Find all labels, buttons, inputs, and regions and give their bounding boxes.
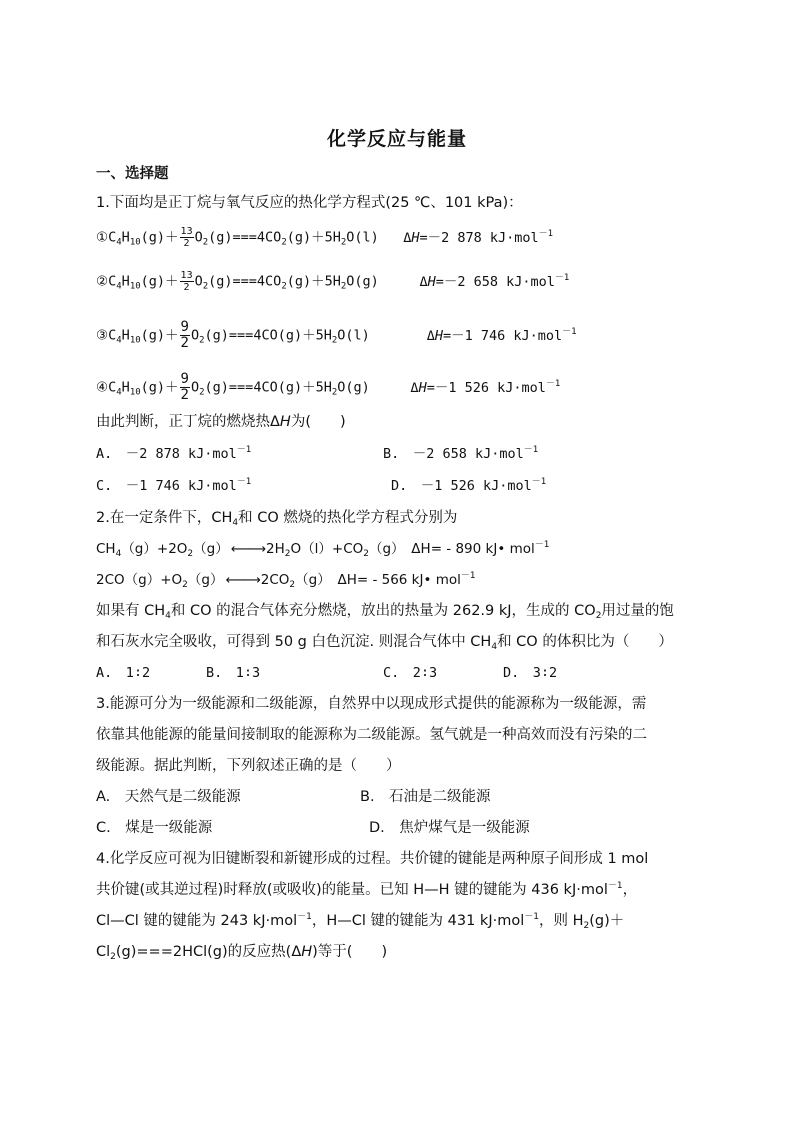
subscript: 2 (340, 281, 347, 292)
superscript: －1 (562, 326, 577, 337)
q2-option-d[interactable]: D. 3∶2 (503, 665, 558, 681)
delta-symbol: Δ (419, 273, 428, 290)
formula-part: H (121, 379, 130, 396)
stem-text: 和 CO 燃烧的热化学方程式分别为 (238, 510, 458, 526)
formula-part: O(g) (337, 379, 370, 396)
delta-symbol: Δ (403, 229, 412, 246)
subscript: 10 (129, 387, 141, 398)
q3-option-b[interactable]: B. 石油是二级能源 (360, 789, 491, 805)
q2-option-c[interactable]: C. 2∶3 (383, 665, 438, 681)
eq-mark: ④ (96, 379, 109, 396)
subscript: 10 (129, 335, 141, 346)
fraction-denominator: 2 (183, 238, 190, 249)
h-variable: H (418, 379, 427, 396)
eq-mark: ① (96, 229, 109, 246)
formula-part: （g）+2O (121, 541, 188, 557)
superscript: －1 (554, 272, 570, 283)
eq-mark: ③ (96, 327, 109, 344)
formula-part: O（l）+CO (290, 541, 364, 557)
subscript: 2 (199, 335, 205, 346)
formula-part: O(l) (337, 327, 370, 344)
subscript: 2 (331, 335, 338, 346)
subscript: 2 (199, 387, 205, 398)
subscript: 2 (281, 281, 287, 292)
q1-option-d[interactable] (391, 476, 546, 496)
fraction-numerator: 9 (180, 319, 189, 335)
formula-part: H (121, 273, 130, 290)
eq-mark: ② (96, 273, 109, 290)
option-text: B. －2 658 kJ·mol (383, 446, 524, 462)
judge-text-end: 为( ) (290, 414, 346, 430)
q1-judge (96, 412, 346, 432)
q4-line-1: 4.化学反应可视为旧键断裂和新键形成的过程。共价键的键能是两种原子间形成 1 mol (96, 851, 649, 867)
q4-line-2 (96, 880, 637, 900)
q3-option-d[interactable]: D. 焦炉煤气是一级能源 (369, 820, 530, 836)
q3-line-2: 依靠其他能源的能量间接制取的能源称为二级能源。氢气就是一种高效而没有污染的二 (96, 727, 647, 743)
delta-h (403, 230, 553, 246)
h-variable: H (411, 229, 420, 246)
subscript: 2 (595, 611, 602, 621)
subscript: 4 (116, 281, 122, 292)
superscript: －1 (531, 477, 547, 487)
superscript: －1 (524, 912, 539, 922)
subscript: 2 (289, 580, 296, 590)
fraction-denominator: 2 (183, 282, 190, 293)
superscript: －1 (607, 881, 623, 891)
body-text: Cl (96, 944, 111, 960)
body-text: ，则 H (538, 913, 584, 929)
q2-option-a[interactable]: A. 1∶2 (96, 665, 151, 681)
q1-equation-2: $②C_4H_{10}(g)+$ $\frac{13}{2}$ $O_2(g)===4CO_2(g)+5H_2O(g)$ ΔH=－2 658 kJ·mol$^{-1}$ (96, 270, 570, 293)
body-text: (g)===2HCl(g)的反应热(Δ (115, 944, 302, 960)
subscript: 2 (284, 549, 291, 559)
fraction (180, 320, 190, 351)
body-text: 和 CO 的混合气体充分燃烧，放出的热量为 262.9 kJ，生成的 CO (170, 603, 596, 619)
q2-option-b[interactable]: B. 1∶3 (206, 665, 261, 681)
body-text: (g)＋ (589, 913, 625, 929)
q2-equation-2 (96, 570, 476, 590)
formula-part: O (194, 273, 203, 290)
delta-h (419, 274, 569, 290)
formula-part: O (194, 229, 203, 246)
q2-body-line-1 (96, 601, 674, 621)
q1-equation-3: $③C_4H_{10}(g)+$ $\frac{9}{2}$ $O_2(g)===4CO(g)+5H_2O(l)$ ΔH=－1 746 kJ·mol$^{-1}$ (96, 319, 577, 351)
body-text: )等于( ) (312, 944, 388, 960)
superscript: －1 (297, 912, 312, 922)
q1-option-a[interactable] (96, 444, 251, 464)
body-text: ，H—Cl 键的键能为 431 kJ·mol (311, 913, 525, 929)
formula-part: (g)===4CO(g)＋5H (204, 379, 332, 396)
delta-h (410, 380, 560, 396)
formula-part: C (108, 379, 117, 396)
fraction (180, 226, 194, 249)
h-variable: H (427, 273, 436, 290)
body-text: 和 CO 的体积比为（ ） (497, 634, 673, 650)
option-text: D. －1 526 kJ·mol (391, 478, 532, 494)
body-text: 和石灰水完全吸收，可得到 50 g 白色沉淀. 则混合气体中 CH (96, 634, 492, 650)
stem-text: 2.在一定条件下，CH (96, 510, 233, 526)
subscript: 2 (331, 387, 338, 398)
delta-h-value: （g） ΔH= - 566 kJ• mol (295, 572, 461, 588)
q3-option-c[interactable]: C. 煤是一级能源 (96, 820, 213, 836)
body-text: Cl—Cl 键的键能为 243 kJ·mol (96, 913, 298, 929)
formula-part: H (121, 229, 130, 246)
q4-line-3 (96, 911, 624, 931)
formula-part: (g)＋5H (286, 273, 341, 290)
h-variable: H (301, 944, 313, 960)
subscript: 2 (583, 921, 590, 931)
formula-part: （g） (187, 572, 224, 588)
option-text: C. －1 746 kJ·mol (96, 478, 237, 494)
section-heading: 一、选择题 (96, 166, 169, 182)
delta-h-value: =－2 878 kJ·mol (419, 229, 539, 246)
subscript: 2 (363, 549, 369, 559)
formula-part: 2CO（g）+O (96, 572, 183, 588)
formula-part: C (108, 229, 117, 246)
subscript: 4 (116, 335, 122, 346)
subscript: 4 (165, 611, 171, 621)
superscript: －1 (545, 378, 561, 389)
body-text: ， (622, 882, 638, 898)
superscript: －1 (523, 445, 539, 455)
subscript: 2 (202, 237, 209, 248)
q2-stem (96, 508, 457, 528)
delta-h-value: =－1 526 kJ·mol (426, 379, 546, 396)
formula-part: 2CO (260, 572, 290, 588)
body-text: 共价键(或其逆过程)时释放(或吸收)的能量。已知 H—H 键的键能为 436 kJ·mol (96, 882, 608, 898)
option-text: A. －2 878 kJ·mol (96, 446, 237, 462)
formula-part: H (121, 327, 130, 344)
subscript: 10 (129, 281, 141, 292)
subscript: 2 (202, 281, 209, 292)
q1-option-b[interactable] (383, 444, 538, 464)
subscript: 10 (129, 237, 141, 248)
delta-symbol: Δ (410, 379, 419, 396)
subscript: 2 (187, 549, 194, 559)
body-text: 用过量的饱 (601, 603, 674, 619)
subscript: 4 (115, 549, 122, 559)
q1-option-c[interactable] (96, 476, 251, 496)
fraction-numerator: 13 (180, 226, 193, 237)
subscript: 2 (182, 580, 188, 590)
q3-line-1: 3.能源可分为一级能源和二级能源，自然界中以现成形式提供的能源称为一级能源，需 (96, 696, 647, 712)
formula-part: (g)===4CO (208, 229, 282, 246)
superscript: －1 (460, 571, 476, 581)
q1-equation-4: $④C_4H_{10}(g)+$ $\frac{9}{2}$ $O_2(g)===4CO(g)+5H_2O(g)$ ΔH=－1 526 kJ·mol$^{-1}$ (96, 371, 561, 403)
q3-option-a[interactable]: A. 天然气是二级能源 (96, 789, 241, 805)
delta-h-value: =－1 746 kJ·mol (442, 327, 563, 344)
superscript: －1 (236, 477, 252, 487)
fraction-numerator: 9 (180, 371, 189, 387)
formula-part: (g)＋5H (286, 229, 341, 246)
superscript: －1 (538, 228, 554, 239)
h-variable: H (279, 414, 291, 430)
q4-line-4 (96, 942, 387, 962)
q1-equation-1: $①C_4H_{10}(g)+$ $\frac{13}{2}$ $O_2(g)===4CO_2(g)+5H_2O(l)$ ΔH=－2 878 kJ·mol$^{-1}$ (96, 226, 554, 249)
delta-h-value: =－2 658 kJ·mol (435, 273, 555, 290)
formula-part: O (190, 379, 200, 396)
subscript: 4 (232, 518, 239, 528)
fraction-denominator: 2 (180, 335, 189, 351)
fraction-denominator: 2 (180, 387, 189, 403)
fraction (180, 270, 194, 293)
formula-part: O(g) (346, 273, 379, 290)
equilibrium-arrow-icon: ⟵⟶ (225, 573, 259, 588)
formula-part: C (108, 327, 117, 344)
superscript: －1 (236, 445, 252, 455)
formula-part: C (108, 273, 117, 290)
delta-h-value: （g） ΔH= - 890 kJ• mol (368, 541, 535, 557)
q1-stem: 1.下面均是正丁烷与氧气反应的热化学方程式(25 ℃、101 kPa)： (96, 195, 523, 211)
delta-symbol: Δ (426, 327, 435, 344)
subscript: 4 (491, 642, 498, 652)
q2-body-line-2 (96, 632, 673, 652)
formula-part: （g） (193, 541, 229, 557)
formula-part: CH (96, 541, 116, 557)
subscript: 2 (340, 237, 347, 248)
subscript: 4 (116, 237, 122, 248)
fraction (180, 372, 190, 403)
formula-part: (g)===4CO (208, 273, 282, 290)
subscript: 2 (110, 952, 116, 962)
formula-part: (g)===4CO(g)＋5H (204, 327, 332, 344)
formula-part: O (190, 327, 200, 344)
page-title: 化学反应与能量 (326, 128, 467, 150)
equilibrium-arrow-icon: ⟵⟶ (230, 542, 265, 557)
q2-equation-1 (96, 539, 549, 559)
subscript: 4 (116, 387, 122, 398)
q3-line-3: 级能源。据此判断，下列叙述正确的是（ ） (96, 758, 401, 774)
h-variable: H (434, 327, 443, 344)
formula-part: O(l) (346, 229, 379, 246)
superscript: －1 (534, 540, 550, 550)
judge-text: 由此判断，正丁烷的燃烧热Δ (96, 414, 280, 430)
fraction-numerator: 13 (180, 270, 193, 281)
formula-part: 2H (266, 541, 285, 557)
delta-h (427, 328, 577, 344)
subscript: 2 (281, 237, 287, 248)
body-text: 如果有 CH (96, 603, 166, 619)
